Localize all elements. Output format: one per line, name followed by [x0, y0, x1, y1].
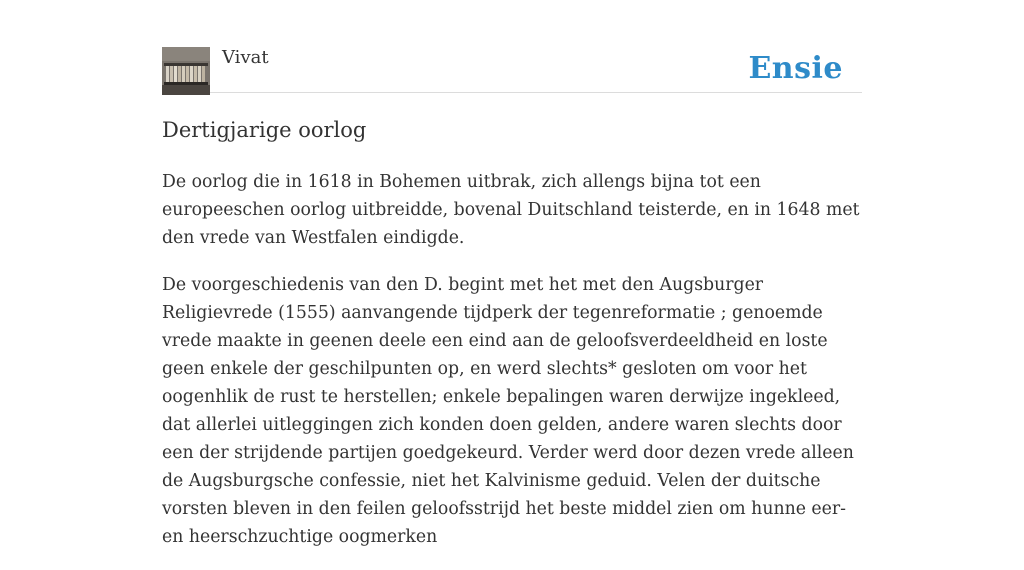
bookshelf-avatar-icon: [162, 47, 210, 95]
site-header: [162, 46, 862, 93]
article-paragraph: De oorlog die in 1618 in Bohemen uitbrak, zich allengs bijna tot een europeeschen oorlog uitbreidde, bovenal Duitschland teisterde, en in 1648 met den vrede van Westfalen eindigde.: [162, 172, 860, 248]
author-avatar[interactable]: [162, 47, 210, 95]
article-body: [162, 168, 862, 570]
brand-logo[interactable]: Ensie: [748, 51, 843, 86]
article-paragraph: De voorgeschiedenis van den D. begint met het met den Augsburger Religievrede (1555) aanvangende tijdperk der tegenreformatie ; genoemde vrede maakte in geenen deele een eind aan de geloofsverdeeldheid en loste geen enkele der geschilpunten op, en werd slechts* gesloten om voor het oogenhlik de rust te herstellen; enkele bepalingen waren derwijze ingekleed, dat allerlei uitleggingen zich konden doen gelden, andere waren slechts door een der strijdende partijen goedgekeurd. Verder werd door dezen vrede alleen de Augsburgsche confessie, niet het Kalvinisme geduid. Velen der duitsche vorsten bleven in den feilen geloofsstrijd het beste middel zien om hunne eer- en heerschzuchtige oogmerken: [162, 275, 854, 547]
author-name[interactable]: Vivat: [222, 47, 269, 68]
article-title: Dertigjarige oorlog: [162, 118, 367, 142]
